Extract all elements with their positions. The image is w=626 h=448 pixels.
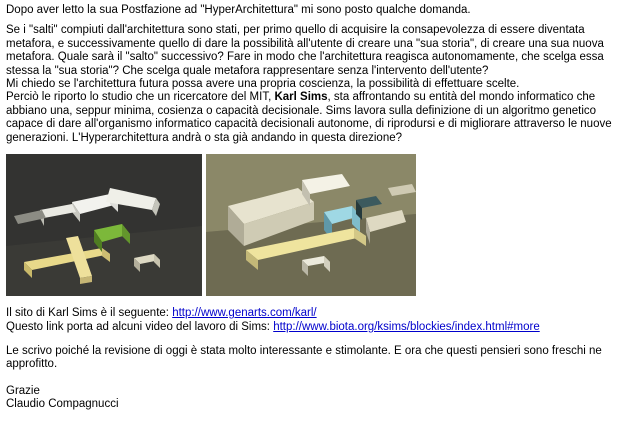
- links-block: [6, 306, 620, 334]
- link-line-1-label: Il sito di Karl Sims è il seguente:: [6, 307, 173, 320]
- signature: Claudio Compagnucci: [6, 398, 119, 411]
- closing-thanks: Grazie: [6, 384, 40, 397]
- link-line-2: [6, 320, 620, 334]
- body-3-text-a: Perciò le riporto lo studio che un ricercatore del MIT,: [6, 91, 275, 104]
- paragraph-body-1: Se i "salti" compiuti dall'architettura sono stati, per primo quello di acquisire la consapevolezza di essere diventata metafora, e successivamente quello di dare la possibilità all'utente di creare una "sua storia", di creare una sua nuova metafora. Quale sarà il "salto" successivo? Fare in modo che l'architettura reagisca autonomamente, che scelga essa stessa la "sua storia"? Che scelga quale metafora rappresentare senza l'intervento dell'utente?: [6, 24, 604, 77]
- researcher-name: Karl Sims: [274, 91, 328, 104]
- spacer: [6, 17, 620, 24]
- image-left: [6, 154, 202, 296]
- paragraph-closing: Le scrivo poiché la revisione di oggi è stata molto interessante e stimolante. E ora che questi pensieri sono freschi ne approfitto.: [6, 345, 602, 371]
- genarts-link[interactable]: http://www.genarts.com/karl/: [172, 307, 317, 320]
- spacer: [6, 334, 620, 345]
- render-right-graphic: [206, 154, 416, 296]
- paragraph-body-2: Mi chiedo se l'architettura futura possa avere una propria coscienza, la possibilità di effettuare scelte.: [6, 78, 520, 91]
- body-3-text-b: , sta affrontando su entità del mondo informatico che abbiano una, seppur minima, cosienza o capacità decisionale. Sims lavora sulla definizione di un algoritmo genetico capace di dare all'organismo informatico capacità decisionali autonome, di riprodursi e di migliorare attraverso le nuove generazioni. L'Hyperarchitettura andrà o sta già andando in questa direzione?: [6, 91, 612, 144]
- link-line-1: [6, 306, 620, 320]
- paragraph-body-3: [6, 91, 620, 145]
- image-right: [206, 154, 416, 296]
- paragraph-intro: Dopo aver letto la sua Postfazione ad "HyperArchitettura" mi sono posto qualche domanda.: [6, 4, 471, 16]
- render-left-graphic: [6, 154, 202, 296]
- image-gallery: [6, 154, 620, 296]
- biota-link[interactable]: http://www.biota.org/ksims/blockies/index.html#more: [273, 321, 540, 334]
- spacer: [6, 372, 620, 385]
- link-line-2-label: Questo link porta ad alcuni video del lavoro di Sims:: [6, 321, 274, 334]
